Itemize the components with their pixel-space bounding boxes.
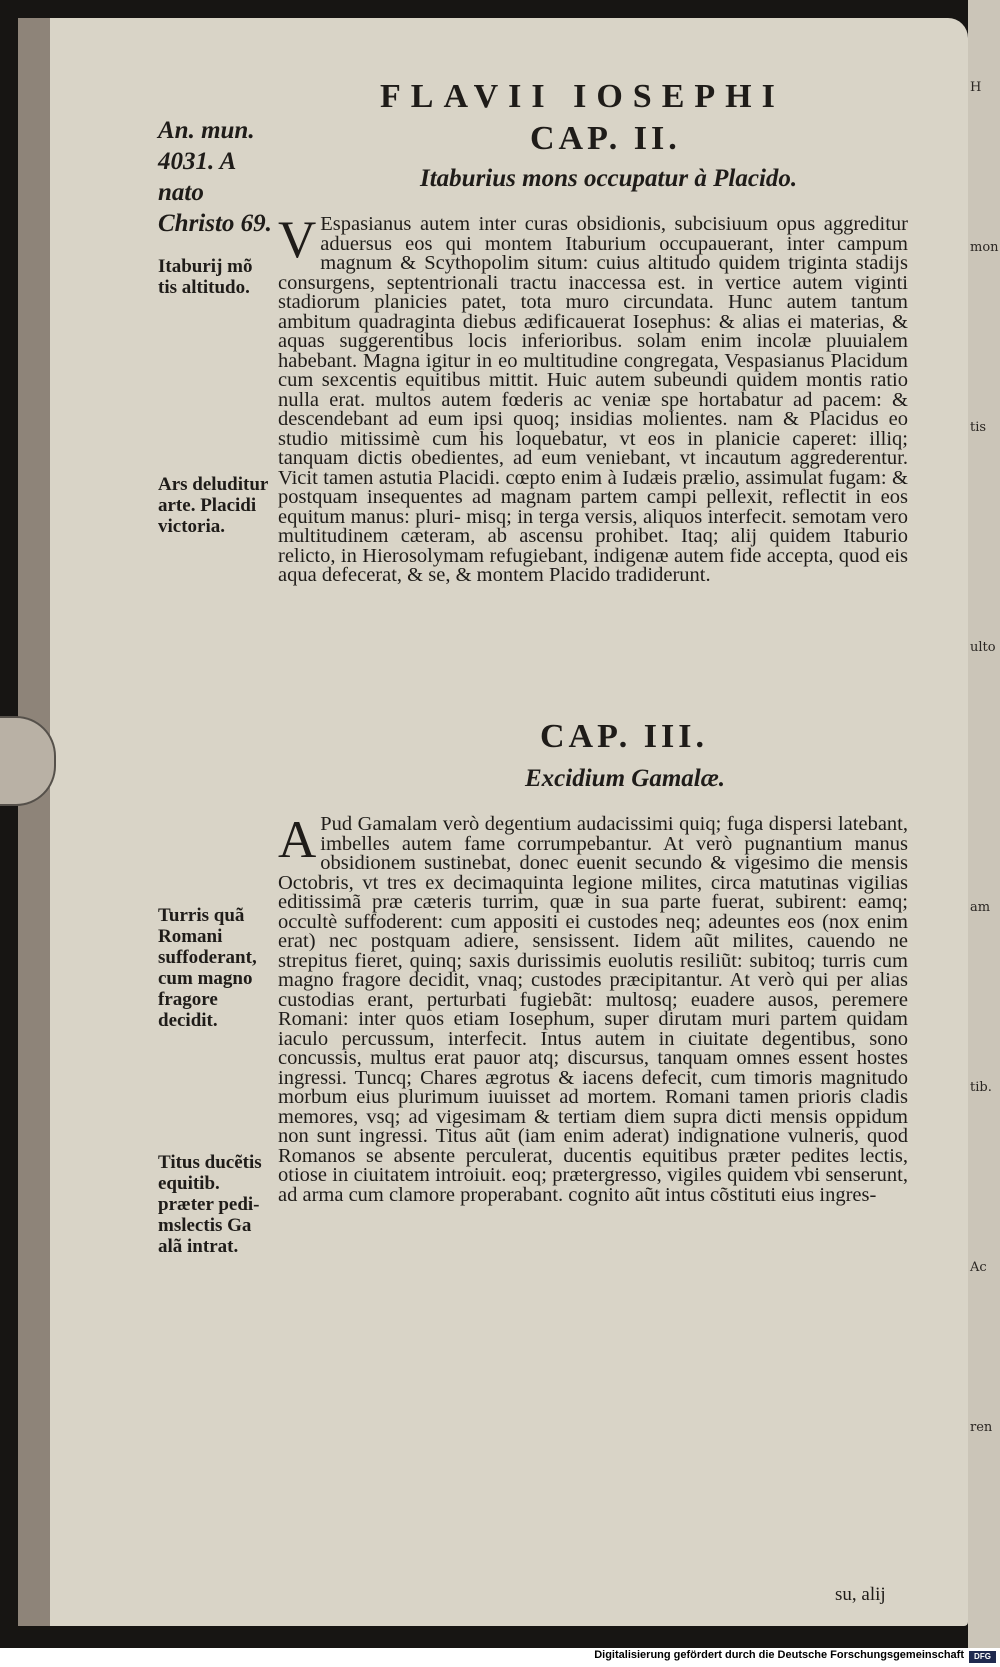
adjacent-page-fragment: am	[970, 900, 991, 915]
chapter-2-subtitle: Itaburius mons occupatur à Placido.	[420, 165, 798, 192]
adjacent-page-fragment: H	[970, 80, 982, 95]
margin-note-itaburii: Itaburij mõ tis altitudo.	[158, 256, 253, 298]
footer-bar	[0, 1648, 1000, 1667]
adjacent-page-fragment: mon	[970, 240, 999, 255]
chapter-2-body	[278, 211, 908, 586]
page-edge	[18, 18, 50, 1626]
drop-cap: V	[278, 211, 317, 269]
margin-note-year: An. mun. 4031. A nato Christo 69.	[158, 117, 272, 237]
catchword: su, alij	[835, 1584, 886, 1605]
running-head: FLAVII IOSEPHI	[380, 78, 785, 115]
adjacent-page-fragment: tib.	[970, 1080, 992, 1095]
margin-note-ars: Ars deluditur arte. Placidi victoria.	[158, 474, 268, 537]
margin-note-titus: Titus ducẽtis equitib. præter pedi- mslectis Ga alã intrat.	[158, 1152, 262, 1257]
adjacent-page-edge	[968, 0, 1000, 1648]
chapter-3-title: CAP. III.	[540, 718, 708, 755]
margin-note-turris: Turris quã Romani suffoderant, cum magno fragore decidit.	[158, 905, 257, 1031]
adjacent-page-fragment: ulto	[970, 640, 996, 655]
chapter-3-body	[278, 811, 908, 1206]
chapter-3-subtitle: Excidium Gamalæ.	[525, 765, 726, 792]
drop-cap: A	[278, 811, 317, 869]
funding-credit: Digitalisierung gefördert durch die Deutsche Forschungsgemeinschaft	[594, 1649, 964, 1661]
adjacent-page-fragment: Ac	[970, 1260, 987, 1275]
chapter-2-text: Espasianus autem inter curas obsidionis, subcisiuum opus aggreditur aduersus eos qui montem Itaburium occupauerant, inter campum magnum & Scythopolim situm: cuius altitudo quidem triginta stadijs consurgens, septentrionali tractu inaccessa est. in vertice autem viginti stadiorum planicies patet, tota muro circundata. Hunc autem tantum ambitum quadraginta diebus ædificauerat Iosephus: & alias ei materias, & aquas suggerentibus locis inferioribus. solam enim incolæ pluuialem habebant. Magna igitur in eo multitudine congregata, Vespasianus Placidum cum sexcentis equitibus mittit. Huic autem subeundi quidem montis ratio nulla erat. multos autem fœderis ac veniæ spe hortabatur ad pacem: & descendebant ad eum ipsi quoq; insidias molientes. nam & Placidus eo studio mitissimè cum his loquebatur, vt eos in planicie caperet: illiq; tanquam dictis obedientes, ad eum veniebant, vt incautum aggrederentur. Vicit tamen astutia Placidi. cœpto enim à Iudæis prælio, assimulat fugam: & postquam insequentes ad magnam partem campi pellexit, reflectit in eos equitum manus: pluri- misq; in terga versis, aliquos interfecit. semotam vero multitudinem cæteram, ab ascensu prohibet. Itaq; alij quidem Itaburio relicto, in Hierosolymam refugiebant, indigenæ autem fide accepta, quod eis aqua defecerat, & se, & montem Placido tradiderunt.	[278, 213, 908, 586]
adjacent-page-fragment: tis	[970, 420, 987, 435]
adjacent-page-fragment: ren	[970, 1420, 993, 1435]
dfg-logo: DFG	[969, 1651, 996, 1663]
chapter-3-text: Pud Gamalam verò degentium audacissimi quiq; fuga dispersi latebant, imbelles autem fame corrumpebantur. At verò pugnantium manus obsidionem sustinebat, donec euenit secundo & vigesimo die mensis Octobris, vt tres ex decimaquinta legione milites, circa matutinas vigilias editissimã præ cæteris turrim, quæ in sua parte fuerat, subirent: eamq; occultè suffoderent: cum appositi ei custodes neq; adeuntes eos (nox enim erat) nec postquam adiere, sensissent. Iidem aũt milites, cauendo ne strepitus fieret, quinq; saxis durissimis euolutis resiliũt: subitoq; turris cum magno fragore decidit, vnaq; custodes præcipitantur. At verò qui per alias custodias erant, perturbati fugiebãt: multosq; euadere ausos, peremere Romani: inter quos etiam Iosephum, super dirutam muri partem quidam iaculo percussum, interfecit. Intus autem in ciuitate degentibus, sono concussis, multus erat pauor atq; discursus, tanquam omnes essent hostes ingressi. Tuncq; Chares ægrotus & iacens defecit, cum timoris magnitudo morbum eius plurimum iuuisset ad mortem. Romani tamen prioris cladis memores, vsq; ad vigesimam & tertiam diem supra dicti mensis oppidum non sunt ingressi. Titus aũt (iam enim aderat) indignatione vulneris, quod Romanos se absente perculerat, ducentis equitibus præter pedites lectis, otiose in ciuitatem introiuit. eoq; prætergresso, vigiles quidem vbi senserunt, ad arma cum clamore properabant. cognito aũt intus cõstituti eius ingres-	[278, 813, 908, 1206]
chapter-2-title: CAP. II.	[530, 120, 681, 157]
